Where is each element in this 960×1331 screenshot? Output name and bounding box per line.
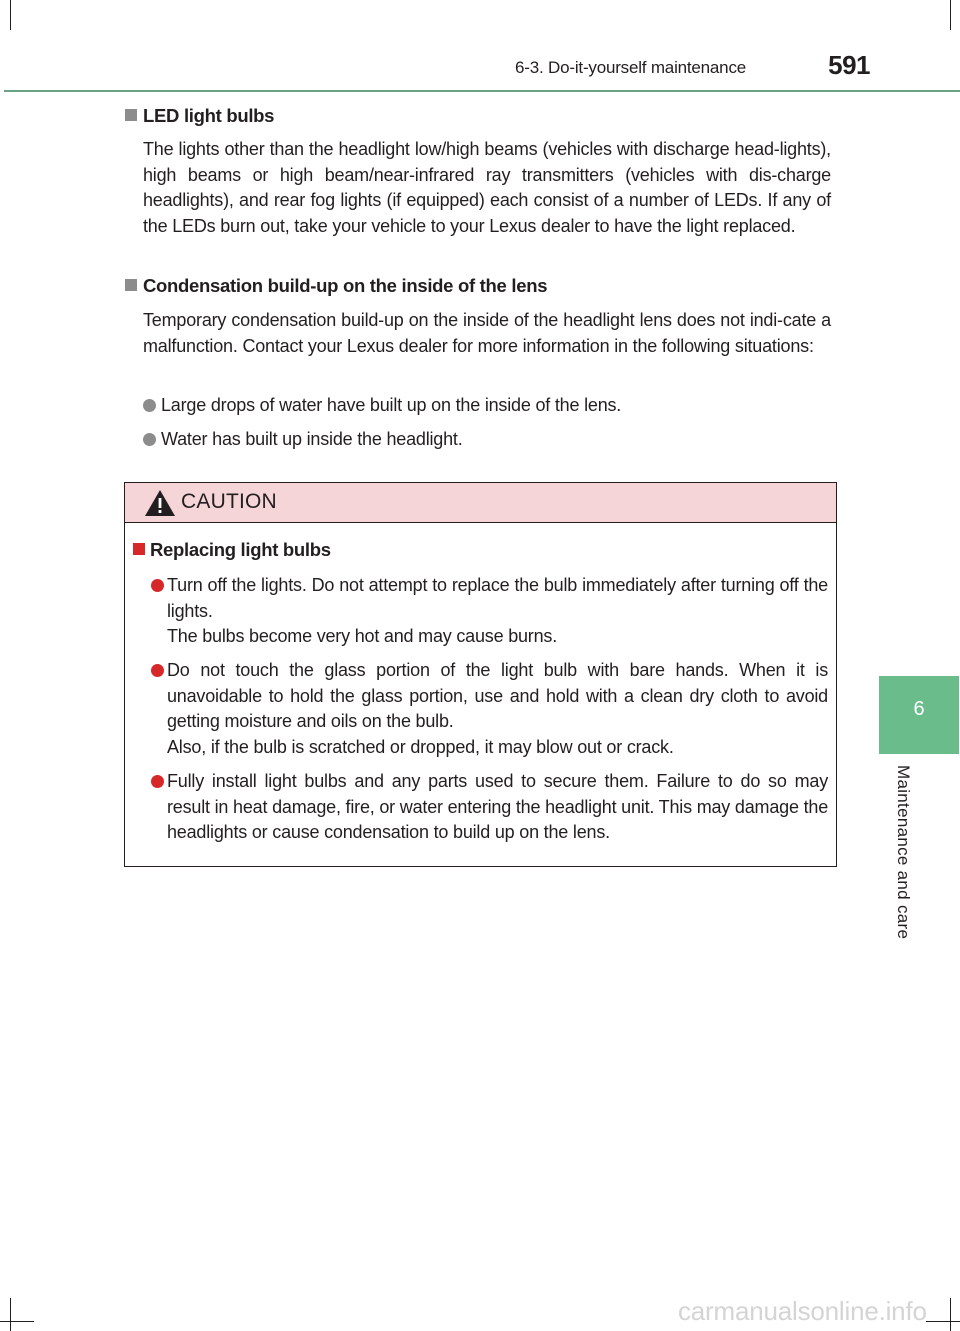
circle-bullet-icon bbox=[151, 775, 164, 788]
caution-item bbox=[167, 573, 828, 650]
section-paragraph-condensation: Temporary condensation build-up on the inside of the headlight lens does not indi-cate a malfunction. Contact your Lexus dealer for more information in the following situations: bbox=[143, 310, 831, 356]
list-item: Water has built up inside the headlight. bbox=[143, 429, 463, 450]
square-bullet-icon bbox=[125, 109, 137, 121]
caution-title: CAUTION bbox=[181, 490, 277, 513]
circle-bullet-icon bbox=[143, 433, 156, 446]
circle-bullet-icon bbox=[143, 399, 156, 412]
caution-header bbox=[125, 483, 836, 523]
caution-item bbox=[167, 769, 828, 846]
caution-item-note: Also, if the bulb is scratched or dropped, it may blow out or crack. bbox=[167, 736, 674, 757]
circle-bullet-icon bbox=[151, 664, 164, 677]
square-bullet-icon bbox=[125, 279, 137, 291]
caution-heading: Replacing light bulbs bbox=[133, 539, 331, 561]
section-heading-led: LED light bulbs bbox=[125, 105, 274, 127]
circle-bullet-icon bbox=[151, 579, 164, 592]
caution-item-text: Fully install light bulbs and any parts used to secure them. Failure to do so may result in heat damage, fire, or water entering the headlight unit. This may damage the headlights or cause condensation to build up on the lens. bbox=[167, 771, 828, 843]
crop-mark bbox=[950, 1298, 951, 1331]
header-rule bbox=[4, 90, 960, 92]
section-title: 6-3. Do-it-yourself maintenance bbox=[515, 58, 746, 77]
list-item: Large drops of water have built up on the inside of the lens. bbox=[143, 395, 621, 416]
square-bullet-icon bbox=[133, 543, 145, 555]
section-paragraph-led: The lights other than the headlight low/high beams (vehicles with discharge head-lights), high beams or high beam/near-infrared ray transmitters (vehicles with dis-charge headlights), and rear fog lights (if equipped) each consist of a number of LEDs. If any of the LEDs burn out, take your vehicle to your Lexus dealer to have the light replaced. bbox=[143, 139, 831, 236]
crop-mark bbox=[10, 1298, 11, 1331]
crop-mark bbox=[950, 0, 951, 30]
watermark: carmanualsonline.info bbox=[678, 1296, 927, 1326]
crop-mark bbox=[0, 1321, 34, 1322]
caution-item bbox=[167, 658, 828, 760]
caution-item-text: Turn off the lights. Do not attempt to replace the bulb immediately after turning off the lights. bbox=[167, 575, 828, 621]
page-number: 591 bbox=[828, 50, 870, 80]
warning-triangle-icon bbox=[144, 489, 176, 517]
chapter-label: Maintenance and care bbox=[894, 765, 913, 940]
crop-mark bbox=[926, 1321, 960, 1322]
chapter-tab: 6 bbox=[879, 676, 959, 754]
caution-item-text: Do not touch the glass portion of the light bulb with bare hands. When it is unavoidable to hold the glass portion, use and hold with a clean dry cloth to avoid getting moisture and oils on the bulb. bbox=[167, 660, 828, 732]
caution-box bbox=[124, 482, 837, 867]
crop-mark bbox=[10, 0, 11, 30]
section-heading-condensation: Condensation build-up on the inside of the lens bbox=[125, 275, 547, 297]
caution-item-note: The bulbs become very hot and may cause burns. bbox=[167, 626, 558, 647]
